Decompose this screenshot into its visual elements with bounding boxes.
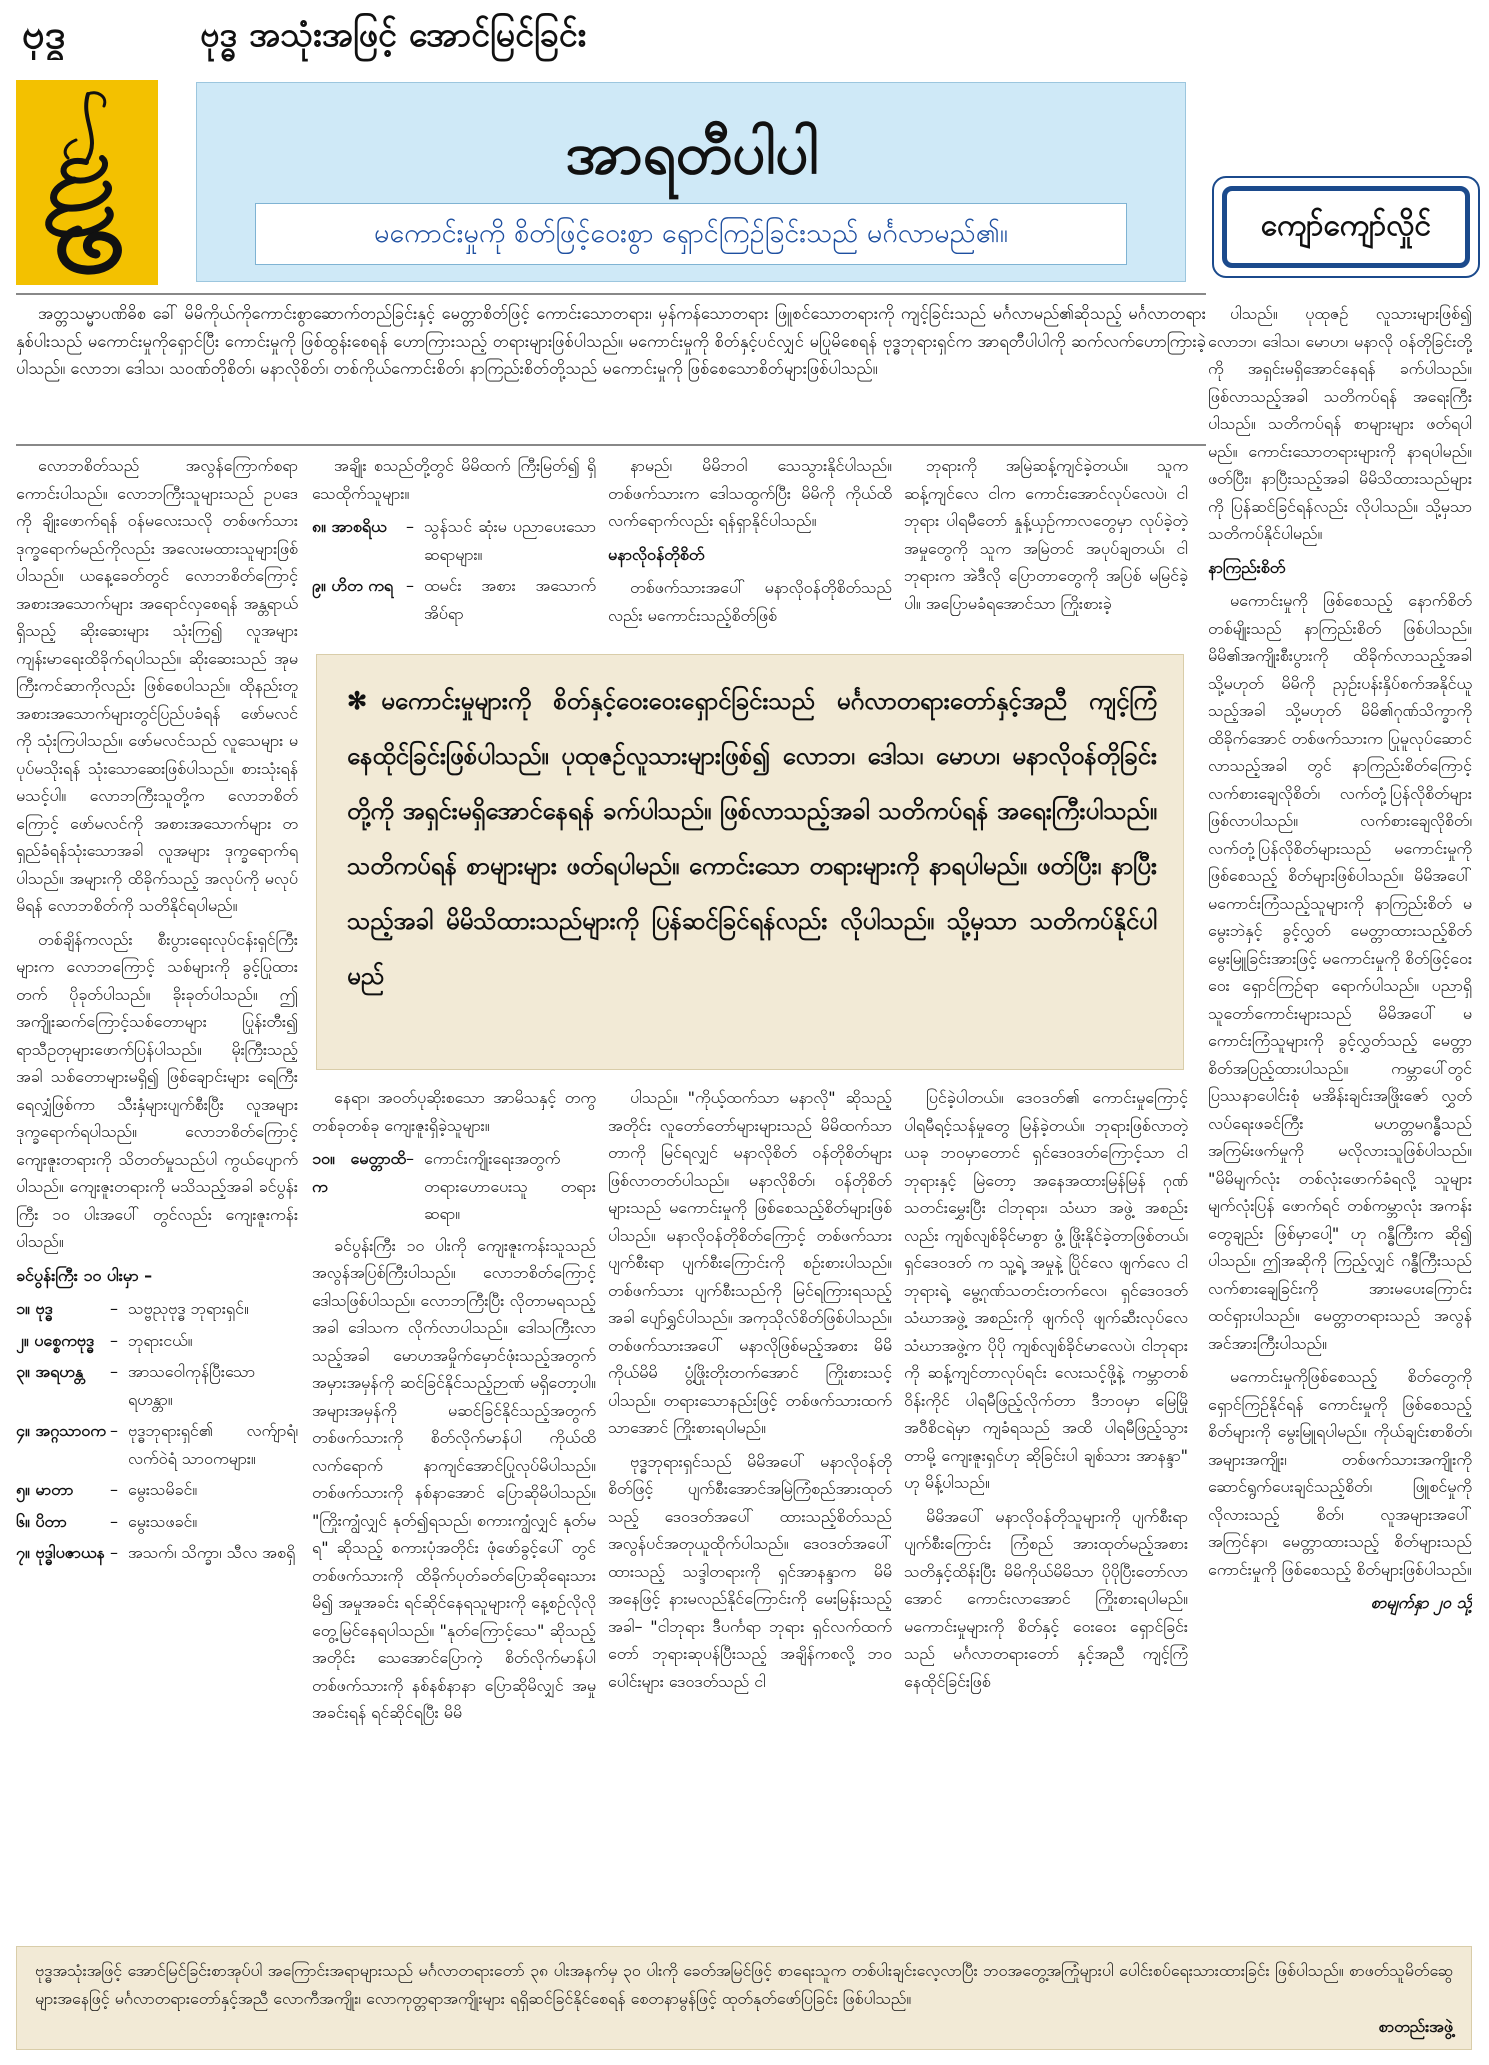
col2-paragraph: နေရာ၊ အဝတ်ပုဆိုးစသော အာမိသနှင့် တကွ တစ်ခုတစ်ခု ကျေးဇူးရှိခဲ့သူများ။ xyxy=(312,1088,596,1135)
header-divider xyxy=(16,293,1206,295)
flourish-ornament-icon xyxy=(16,80,158,285)
col4-paragraph: ဘုရားကို အမြဲဆန့်ကျင်ခဲ့တယ်။ သူက ဆန့်ကျင်လေ ငါက ကောင်းအောင်လုပ်လေပဲ၊ ငါဘုရား ပါရမီတော် နှုန့်ယှဉ်ကာလတွေမှာ လုပ်ခဲ့တဲ့အမှုတွေကို သူက အမြဲတင် အပုပ်ချတယ်၊ ငါဘုရားက အဲဒီလို ပြောတာတွေကို အပြစ် မမြင်ခဲ့ပါ။ အပြောမခံရအောင်သာ ကြိုးစားခဲ့ xyxy=(904,456,1188,613)
col4-paragraph: ပြင်ခဲ့ပါတယ်။ ဒေဝဒတ်၏ ကောင်းမှုကြောင့် ပါရမီရင့်သန်မှုတွေ မြန်ခဲ့တယ်။ ဘုရားဖြစ်လာတဲ့ ယခု ဘဝမှာတောင် ရှင်ဒေဝဒတ်ကြောင့်သာ ငါဘုရားနှင့် မြဲတော့ အနေအထားမြန်မြန် ဂုဏ်သတင်းမွှေးပြီး ငါဘုရား၊ သံဃာ အဖွဲ့ အစည်းလည်း ကျစ်လျစ်ခိုင်မာစွာ ဖွံ့ ဖြိုးနိုင်ခဲ့တာဖြစ်တယ်၊ ရှင်ဒေဝဒတ် က သူ့ရဲ့ အမှုနဲ့ ပြိုင်လေ ဖျက်လေ ငါဘုရားရဲ့ မွေ့ဂုဏ်သတင်းတက်လေ၊ ရှင်ဒေဝဒတ် သံဃာအဖွဲ့ အစည်းကို ဖျက်လို ဖျက်ဆီးလုပ်လေ သံဃာအဖွဲ့က ပိုပို ကျစ်လျစ်ခိုင်မာလေပဲ၊ ငါဘုရားကို ဆန့်ကျင်တာလုပ်ရင်း လေးသင့်ဖို့နဲ့ ကမ္ဘာတစ်ဝိန်းကိုင် ပါရမီဖြည့်လိုက်တာ ဒီဘဝမှာ မြေမြိုအဝီစိငရဲမှာ ကျခံရသည် အထိ ပါရမီဖြည့်သွားတာမို့ ကျေးဇူးရှင်ဟု ဆိုခြင်းပါ ချစ်သား အာနန္ဒာ" ဟု မိန့်ပါသည်။ xyxy=(904,1088,1188,1492)
col3-paragraph: ဗုဒ္ဓဘုရားရှင်သည် မိမိအပေါ် မနာလိုဝန်တိုစိတ်ဖြင့် ပျက်စီးအောင်အမြဲကြံစည်အားထုတ်သည့် ဒေဝဒတ်အပေါ် ထားသည့်စိတ်သည် အလွန်ပင်အတုယူထိုက်ပါသည်။ ဒေဝဒတ်အပေါ်ထားသည့် သဒ္ဒါတရားကို ရှင်အာနန္ဒာက မိမိအနေဖြင့် နားမလည်နိုင်ကြောင်းကို မေးမြန်းသည့်အခါ– "ငါဘုရား ဒီပင်္ကရာ ဘုရား ရှင်လက်ထက်တော် ဘုရားဆုပန်ပြီးသည့် အချိန်ကစလို့ ဘဝပေါင်းများ ဒေဝဒတ်သည် ငါ xyxy=(608,1451,892,1691)
intro-paragraph xyxy=(16,300,1206,440)
asterisk-icon: ✻ xyxy=(347,686,368,715)
col1-paragraph: လောဘစိတ်သည် အလွန်ကြောက်စရာကောင်းပါသည်။ လောဘကြီးသူများသည် ဥပဒေကို ချိုးဖောက်ရန် ဝန်မလေးသလို တစ်ဖက်သား ဒုက္ခရောက်မည်ကိုလည်း အလေးမထားသူများဖြစ်ပါသည်။ ယနေ့ခေတ်တွင် လောဘစိတ်ကြောင့် အစားအသောက်များ အရောင်လှစေရန် အန္တရာယ်ရှိသည့် ဆိုးဆေးများ သုံးကြ၍ လူအများ ကျန်းမာရေးထိခိုက်ရပါသည်။ ဆိုးဆေးသည် အုမကြီးကင်ဆာကိုလည်း ဖြစ်စေပါသည်။ ထိုနည်းတူ အစားအသောက်များတွင်ပြည်ပခံရန် ဖော်မလင်ကို သုံးကြပါသည်။ ဖော်မလင်သည် လူသေများ မပုပ်မသိုးရန် သုံးသောဆေးဖြစ်ပါသည်။ စားသုံးရန် မသင့်ပါ။ လောဘကြီးသူတို့က လောဘစိတ်ကြောင့် ဖော်မလင်ကို အစားအသောက်များ တရှည်ခံရန်သုံးသောအခါ လူအများ ဒုက္ခရောက်ရပါသည်။ အများကို ထိခိုက်သည့် အလုပ်ကို မလုပ်မိရန် လောဘစိတ်ကို သတိနိုင်ရပါမည်။ xyxy=(16,456,298,915)
column-5 xyxy=(1208,300,1472,1938)
list-item: ၂။ ပစ္စေကဗုဒ္ဓ – ဘုရားငယ်။ xyxy=(16,1330,193,1350)
column-1 xyxy=(16,452,298,1938)
series-title: ဗုဒ္ဓ အသုံးအဖြင့် အောင်မြင်ခြင်း xyxy=(200,15,587,55)
column-3-top xyxy=(608,452,892,648)
col2-paragraph: ခင်ပွန်းကြီး ၁၀ ပါးကို ကျေးဇူးကန်းသူသည် အလွန်အပြစ်ကြီးပါသည်။ လောဘစိတ်ကြောင့် ဒေါသဖြစ်ပါသည်။ လောဘကြီးပြီး လိုတာမရသည့်အခါ ဒေါသက လိုက်လာပါသည်။ ဒေါသကြီးလာသည့်အခါ မောဟအမှိုက်မှောင်ဖုံးသည့်အတွက် အမှားအမှန်ကို ဆင်ခြင်နိုင်သည့်ဉာဏ် မရှိတော့ပါ။ အများအမှန်ကို မဆင်ခြင်နိုင်သည့်အတွက် တစ်ဖက်သားကို စိတ်လိုက်မာန်ပါ ကိုယ်ထိလက်ရောက် နာကျင်အောင်ပြုလုပ်မိပါသည်။ တစ်ဖက်သားကို နစ်နာအောင် ပြောဆိုမိပါသည်။ "ကြိုးကျွံလျှင် နုတ်၍ရသည်၊ စကားကျွံလျှင် နုတ်မရ" ဆိုသည့် စကားပုံအတိုင်း ဖုံဖော်ခွင့်ပေါ် တွင် တစ်ဖက်သားကို ထိခိုက်ပုတ်ခတ်ပြောဆိုရေးသားမိ၍ အမှုအခင်း ရင်ဆိုင်နေရသူများကို နေ့စဉ်လိုလို တွေ့မြင်နေရပါသည်။ "နုတ်ကြောင့်သေ" ဆိုသည့် အတိုင်း သေအောင်ပြောကဲ့ စိတ်လိုက်မာန်ပါ တစ်ဖက်သားကို နစ်နစ်နာနာ ပြောဆိုမိလျှင် အမှုအခင်းရန် ရင်ဆိုင်ရပြီး မိမိ xyxy=(312,1235,596,1722)
continued-note: စာမျက်နှာ ၂၀ သို့ xyxy=(1370,1593,1472,1612)
editor-credit: စာတည်းအဖွဲ့ xyxy=(1378,2017,1453,2036)
list-item: ၄။ အဂ္ဂသာဝက – ဗုဒ္ဓဘုရားရှင်၏ လက်ျာရံ၊ လက်ဝဲရံ သာဝကများ။ xyxy=(16,1421,298,1468)
column-4-bottom xyxy=(904,1084,1188,1938)
editor-note xyxy=(16,1946,1472,2050)
column-2-bottom xyxy=(312,1084,596,1938)
article-subtitle: မကောင်းမှုကို စိတ်ဖြင့်ဝေးစွာ ရှောင်ကြဉ်ခြင်းသည် မင်္ဂလာမည်၏။ xyxy=(255,203,1127,265)
series-header xyxy=(0,0,1489,78)
list-item: ၁၀။ မေတ္တာထိက – ကောင်းကျိုးရေးအတွက် တရားဟောပေးသူ တရားဆရာ။ xyxy=(312,1149,596,1223)
list-item: ၆။ ပိတာ – မွေးသဖခင်။ xyxy=(16,1511,198,1531)
editor-note-text: ဗုဒ္ဓအသုံးအဖြင့် အောင်မြင်ခြင်းစာအုပ်ပါ အကြောင်းအရာများသည် မင်္ဂလာတရားတော် ၃၈ ပါးအနက်မှ ၃၀ ပါးကို ခေတ်အမြင်ဖြင့် စာရေးသူက တစ်ပါးချင်းလေ့လာပြီး ဘဝအတွေ့အကြုံများပါ ပေါင်းစပ်ရေးသားထားခြင်း ဖြစ်ပါသည်။ စာဖတ်သူမိတ်ဆွေများအနေဖြင့် မင်္ဂလာတရားတော်နှင့်အညီ လောကီအကျိုး၊ လောကုတ္တရာအကျိုးများ ရရှိဆင်ခြင်နိုင်စေရန် စေတနာမွန်ဖြင့် ထုတ်နုတ်ဖော်ပြခြင်း ဖြစ်ပါသည်။ xyxy=(35,1961,1453,2008)
intro-text: အတ္တသမ္မာပဏိဓိစ ခေါ် မိမိကိုယ်ကိုကောင်းစွာဆောက်တည်ခြင်းနှင့် မေတ္တာစိတ်ဖြင့် ကောင်းသောတရား၊ မှန်ကန်သောတရား ဖြူစင်သောတရားကို ကျင့်ခြင်းသည် မင်္ဂလာမည်၏ဆိုသည့် မင်္ဂလာတရားနှစ်ပါးသည် မကောင်းမှုကိုရှောင်ပြီး ကောင်းမှုကို ဖြစ်ထွန်းစေရန် ဟောကြားသည့် တရားများဖြစ်ပါသည်။ မကောင်းမှုကို စိတ်နှင့်ပင်လျှင် မပြုမိစေရန် ဗုဒ္ဓဘုရားရှင်က အာရတီပါပါကို ဆက်လက်ဟောကြားခဲ့ပါသည်။ လောဘ၊ ဒေါသ၊ သဝဏ်တိုစိတ်၊ မနာလိုစိတ်၊ တစ်ကိုယ်ကောင်းစိတ်၊ နာကြည်းစိတ်တို့သည် မကောင်းမှုကို ဖြစ်စေသောစိတ်များဖြစ်ပါသည်။ xyxy=(16,304,1206,378)
col5-paragraph: ပါသည်။ ပုထုဇဉ် လူသားများဖြစ်၍ လောဘ၊ ဒေါသ၊ မောဟ၊ မနာလို ဝန်တိုခြင်းတို့ကို အရှင်းမရှိအောင်နေရန် ခက်ပါသည်။ ဖြစ်လာသည့်အခါ သတိကပ်ရန် အရေးကြီးပါသည်။ သတိကပ်ရန် စာများများ ဖတ်ရပါမည်။ ကောင်းသောတရားများကို နာရပါမည်။ ဖတ်ပြီး၊ နာပြီးသည့်အခါ မိမိသိထားသည်များကို ပြန်ဆင်ခြင်ရန်လည်း လိုပါသည်။ သို့မှသာ သတိကပ်နိုင်ပါမည်။ xyxy=(1208,304,1472,543)
series-emblem-icon xyxy=(20,8,84,60)
col2-paragraph: အချိုး စသည်တို့တွင် မိမိထက် ကြီးမြတ်၍ ရှိသေထိုက်သူများ။ xyxy=(312,456,596,503)
list-item: ၁။ ဗုဒ္ဓ – သဗ္ဗညုဗုဒ္ဓ ဘုရားရှင်။ xyxy=(16,1299,249,1318)
pull-quote-text: မကောင်းမှုများကို စိတ်နှင့်ဝေးဝေးရှောင်ခြင်းသည် မင်္ဂလာတရားတော်နှင့်အညီ ကျင့်ကြံနေထိုင်ခြင်းဖြစ်ပါသည်။ ပုထုဇဉ်လူသားများဖြစ်၍ လောဘ၊ ဒေါသ၊ မောဟ၊ မနာလိုဝန်တိုခြင်းတို့ကို အရှင်းမရှိအောင်နေရန် ခက်ပါသည်။ ဖြစ်လာသည့်အခါ သတိကပ်ရန် အရေးကြီးပါသည်။ သတိကပ်ရန် စာများများ ဖတ်ရပါမည်။ ကောင်းသော တရားများကို နာရပါမည်။ ဖတ်ပြီး၊ နာပြီးသည့်အခါ မိမိသိထားသည်များကို ပြန်ဆင်ခြင်ရန်လည်း လိုပါသည်။ သို့မှသာ သတိကပ်နိုင်ပါမည် xyxy=(347,686,1157,990)
pull-quote xyxy=(347,673,1157,1003)
article-title: အာရတီပါပါ xyxy=(565,119,819,187)
col3-heading: မနာလိုဝန်တိုစိတ် xyxy=(608,544,705,564)
pull-quote-box xyxy=(316,654,1184,1070)
col3-paragraph: နာမည်၊ မိမိဘဝါ သေသွားနိုင်ပါသည်။ တစ်ဖက်သားက ဒေါသထွက်ပြီး မိမိကို ကိုယ်ထိလက်ရောက်လည်း ရန်ရှာနိုင်ပါသည်။ xyxy=(608,456,892,530)
list-item: ၉။ ဟိတ ကရ – ထမင်း အစား အသောက်အိပ်ရာ xyxy=(312,576,596,623)
list-item: ၃။ အရဟန္တ – အာသဝေါကုန်ပြီးသော ရဟန္တာ။ xyxy=(16,1362,256,1409)
col4-paragraph: မိမိအပေါ် မနာလိုဝန်တိုသူများကို ပျက်စီးရာပျက်စီးကြောင်း ကြံစည် အားထုတ်မည့်အစား သတိနှင့်ထိန်းပြီး မိမိကိုယ်မိမိသာ ပိုပိုပြီးတော်လာအောင် ကောင်းလာအောင် ကြိုးစားရပါမည်။ မကောင်းမှုများကို စိတ်နှင့် ဝေးဝေး ရှောင်ခြင်းသည် မင်္ဂလာတရားတော် နှင့်အညီ ကျင့်ကြံနေထိုင်ခြင်းဖြစ် xyxy=(904,1506,1188,1691)
column-2-top xyxy=(312,452,596,648)
svg-text:ဗုဒ္ဓ: ဗုဒ္ဓ xyxy=(22,11,66,58)
col1-list-heading: ခင်ပွန်းကြီး ၁၀ ပါးမှာ – xyxy=(16,1265,153,1285)
ornament-logo xyxy=(16,80,158,285)
list-item: ၈။ အာစရိယ – သွန်သင် ဆုံးမ ပညာပေးသော ဆရာများ။ xyxy=(312,517,596,564)
col1-paragraph: တစ်ချိန်ကလည်း စီးပွားရေးလုပ်ငန်းရှင်ကြီးများက လောဘကြောင့် သစ်များကို ခွင့်ပြုထားတက် ပိုခုတ်ပါသည်။ ခိုးခုတ်ပါသည်။ ဤအကျိုးဆက်ကြောင့်သစ်တောများ ပြုန်းတီး၍ ရာသီဥတုများဖောက်ပြန်ပါသည်။ မိုးကြီးသည့်အခါ သစ်တောများမရှိ၍ ဖြစ်ချောင်းများ ရေကြီးရေလျှံဖြစ်ကာ သီးနှံများပျက်စီးပြီး လူအများ ဒုက္ခရောက်ရပါသည်။ လောဘစိတ်ကြောင့် ကျေးဇူးတရားကို သိတတ်မှုသည်ပါ ကွယ်ပျောက်ပါသည်။ ကျေးဇူးတရားကို မသိသည့်အခါ ခင်ပွန်းကြီး ၁၀ ပါးအပေါ် တွင်လည်း ကျေးဇူးကန်းပါသည်။ xyxy=(16,929,298,1251)
col5-paragraph: မကောင်းမှုကိုဖြစ်စေသည့် စိတ်တွေကို ရှောင်ကြဉ်နိုင်ရန် ကောင်းမှုကို ဖြစ်စေသည့် စိတ်များကို မွေးမြူရပါမည်။ ကိုယ်ချင်းစာစိတ်၊ အများအကျိုး၊ တစ်ဖက်သားအကျိုးကို ဆောင်ရွက်ပေးချင်သည့်စိတ်၊ ဖြူစင်မှုကို လိုလားသည့် စိတ်၊ လူအများအပေါ် အကြင်နာ၊ မေတ္တာထားသည့် စိတ်များသည် ကောင်းမှုကို ဖြစ်စေသည့် စိတ်များဖြစ်ပါသည်။ xyxy=(1208,1367,1472,1579)
column-4-top xyxy=(904,452,1188,648)
title-panel xyxy=(196,82,1186,282)
list-item: ၅။ မာတာ – မွေးသမိခင်။ xyxy=(16,1480,198,1499)
intro-divider xyxy=(16,444,1206,446)
col3-paragraph: တစ်ဖက်သားအပေါ် မနာလိုဝန်တိုစိတ်သည်လည်း မကောင်းသည့်စိတ်ဖြစ် xyxy=(608,578,892,625)
author-badge: ကျော်ကျော်လှိုင် xyxy=(1222,186,1470,268)
list-item: ၇။ ဗုဒ္ဓါပဇာယန – အသက်၊ သိက္ခာ၊ သီလ အစရှိ xyxy=(16,1543,296,1562)
col5-paragraph: မကောင်းမှုကို ဖြစ်စေသည့် နောက်စိတ်တစ်မျိုးသည် နာကြည်းစိတ် ဖြစ်ပါသည်။ မိမိ၏အကျိုးစီးပွားကို ထိခိုက်လာသည့်အခါ သို့မဟုတ် မိမိကို ညှဉ်းပန်းနှိပ်စက်အနိုင်ယူသည့်အခါ သို့မဟုတ် မိမိ၏ဂုဏ်သိက္ခာကို ထိခိုက်အောင် တစ်ဖက်သားက ပြုမူလုပ်ဆောင်လာသည့်အခါ တွင် နာကြည်းစိတ်ကြောင့် လက်စားချေလိုစိတ်၊ လက်တုံ့ပြန်လိုစိတ်များ ဖြစ်လာပါသည်။ လက်စားချေလိုစိတ်၊ လက်တုံ့ပြန်လိုစိတ်များသည် မကောင်းမှုကိုဖြစ်စေသည့် စိတ်များဖြစ်ပါသည်။ မိမိအပေါ် မကောင်းကြံသည့်သူများကို နာကြည်းစိတ် မမွေးဘဲနှင့် ခွင့်လွှတ် မေတ္တာထားသည့်စိတ် မွေးမြူခြင်းအားဖြင့် မကောင်းမှုကို စိတ်ဖြင့်ဝေးဝေး ရှောင်ကြဉ်ရာ ရောက်ပါသည်။ ပညာရှိသူတော်ကောင်းများသည် မိမိအပေါ် မကောင်းကြံသူများကို ခွင့်လွှတ်သည့် မေတ္တာစိတ်အပြည့်ထားပါသည်။ ကမ္ဘာပေါ်တွင် ပြဿနာပေါင်းစုံ မအိန်းချင်းအဖြိုးဇော် လွှတ်လပ်ရေးဖခင်ကြီး မဟတ္တမဂန္ဓီသည် အကြမ်းဖက်မှုကို မလိုလားသူဖြစ်ပါသည်။ "မိမိမျက်လုံး တစ်လုံးဖောက်ခံရလို့ သူများမျက်လုံးပြန် ဖောက်ရင် တစ်ကမ္ဘာလုံး အကန်းတွေချည်း ဖြစ်မှာပေါ့" ဟု ဂန္ဓီကြီးက ဆို၍ ပါသည်။ ဤအဆိုကို ကြည့်လျှင် ဂန္ဓီကြီးသည် လက်စားချေခြင်းကို အားမပေးကြောင်း ထင်ရှားပါသည်။ မေတ္တာတရားသည် အလွန်အင်အားကြီးပါသည်။ xyxy=(1208,591,1472,1353)
col3-paragraph: ပါသည်။ "ကိုယ့်ထက်သာ မနာလို" ဆိုသည့်အတိုင်း လူတော်တော်များများသည် မိမိထက်သာတာကို မြင်ရလျှင် မနာလိုစိတ် ဝန်တိုစိတ်များ ဖြစ်လာတတ်ပါသည်။ မနာလိုစိတ်၊ ဝန်တိုစိတ်များသည် မကောင်းမှုကို ဖြစ်စေသည့်စိတ်များဖြစ်ပါသည်။ မနာလိုဝန်တိုစိတ်ကြောင့် တစ်ဖက်သား ပျက်စီးရာ ပျက်စီးကြောင်းကို စဉ်းစားပါသည်။ တစ်ဖက်သား ပျက်စီးသည်ကို မြင်ရကြားရသည့်အခါ ပျော်ရွှင်ပါသည်။ အကုသိုလ်စိတ်ဖြစ်ပါသည်။ တစ်ဖက်သားအပေါ် မနာလိုဖြစ်မည့်အစား မိမိကိုယ်မိမိ ပွံ့ဖြိုးတိုးတက်အောင် ကြိုးစားသင့်ပါသည်။ တရားသောနည်းဖြင့် တစ်ဖက်သားထက်သာအောင် ကြိုးစားရပါမည်။ xyxy=(608,1088,892,1437)
column-3-bottom xyxy=(608,1084,892,1938)
col5-heading: နာကြည်းစိတ် xyxy=(1208,557,1286,577)
